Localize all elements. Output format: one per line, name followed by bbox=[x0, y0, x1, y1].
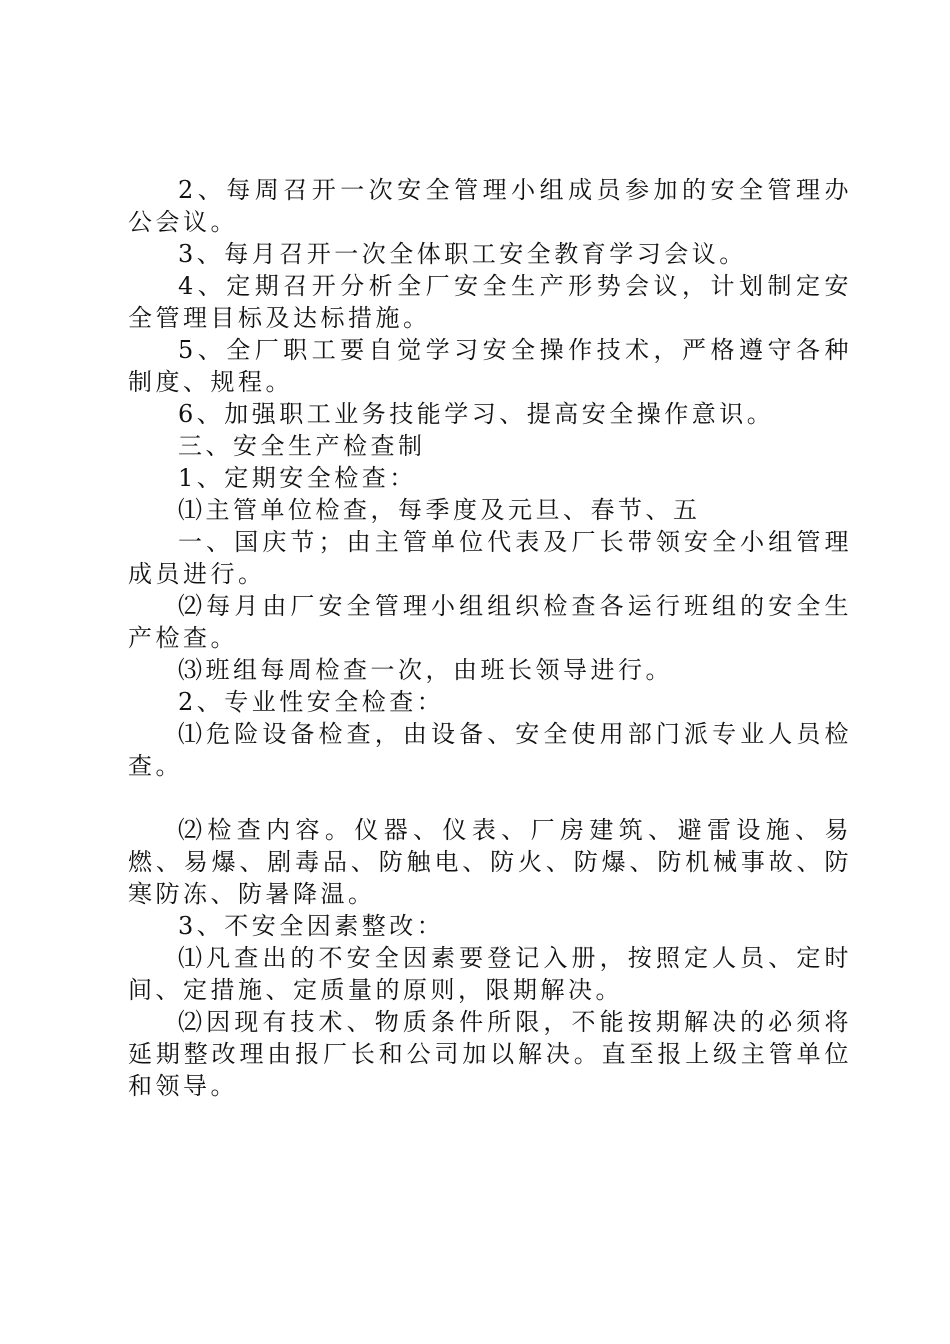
paragraph-staff-learning: 5、全厂职工要自觉学习安全操作技术，严格遵守各种制度、规程。 bbox=[128, 336, 852, 396]
paragraph-monthly-meeting: 3、每月召开一次全体职工安全教育学习会议。 bbox=[178, 240, 747, 268]
paragraph-inspection-content: ⑵检查内容。仪器、仪表、厂房建筑、避雷设施、易燃、易爆、剧毒品、防触电、防火、防爆、防机械事故、防寒防冻、防暑降温。 bbox=[128, 816, 852, 908]
paragraph-rectification-registration: ⑴凡查出的不安全因素要登记入册，按照定人员、定时间、定措施、定质量的原则，限期解决。 bbox=[128, 944, 852, 1004]
paragraph-periodic-analysis: 4、定期召开分析全厂安全生产形势会议，计划制定安全管理目标及达标措施。 bbox=[128, 272, 852, 332]
paragraph-skills-learning: 6、加强职工业务技能学习、提高安全操作意识。 bbox=[178, 400, 775, 428]
paragraph-team-inspection: ⑶班组每周检查一次，由班长领导进行。 bbox=[178, 656, 673, 684]
paragraph-authority-inspection: ⑴主管单位检查，每季度及元旦、春节、五 bbox=[178, 496, 701, 524]
paragraph-monthly-inspection: ⑵每月由厂安全管理小组组织检查各运行班组的安全生产检查。 bbox=[128, 592, 852, 652]
paragraph-spacer bbox=[128, 782, 852, 814]
section-heading-inspection: 三、安全生产检查制 bbox=[178, 432, 426, 460]
paragraph-rectification-escalation: ⑵因现有技术、物质条件所限，不能按期解决的必须将延期整改理由报厂长和公司加以解决。直至报上级主管单位和领导。 bbox=[128, 1008, 852, 1100]
subheading-specialized-inspection: 2、专业性安全检查： bbox=[178, 688, 445, 716]
subheading-periodic-inspection: 1、定期安全检查： bbox=[178, 464, 417, 492]
subheading-rectification: 3、不安全因素整改： bbox=[178, 912, 445, 940]
paragraph-weekly-meeting: 2、每周召开一次安全管理小组成员参加的安全管理办公会议。 bbox=[128, 176, 852, 236]
paragraph-equipment-inspection: ⑴危险设备检查，由设备、安全使用部门派专业人员检查。 bbox=[128, 720, 852, 780]
paragraph-holiday-inspection: 一、国庆节；由主管单位代表及厂长带领安全小组管理成员进行。 bbox=[128, 528, 852, 588]
document-body bbox=[128, 174, 852, 1102]
